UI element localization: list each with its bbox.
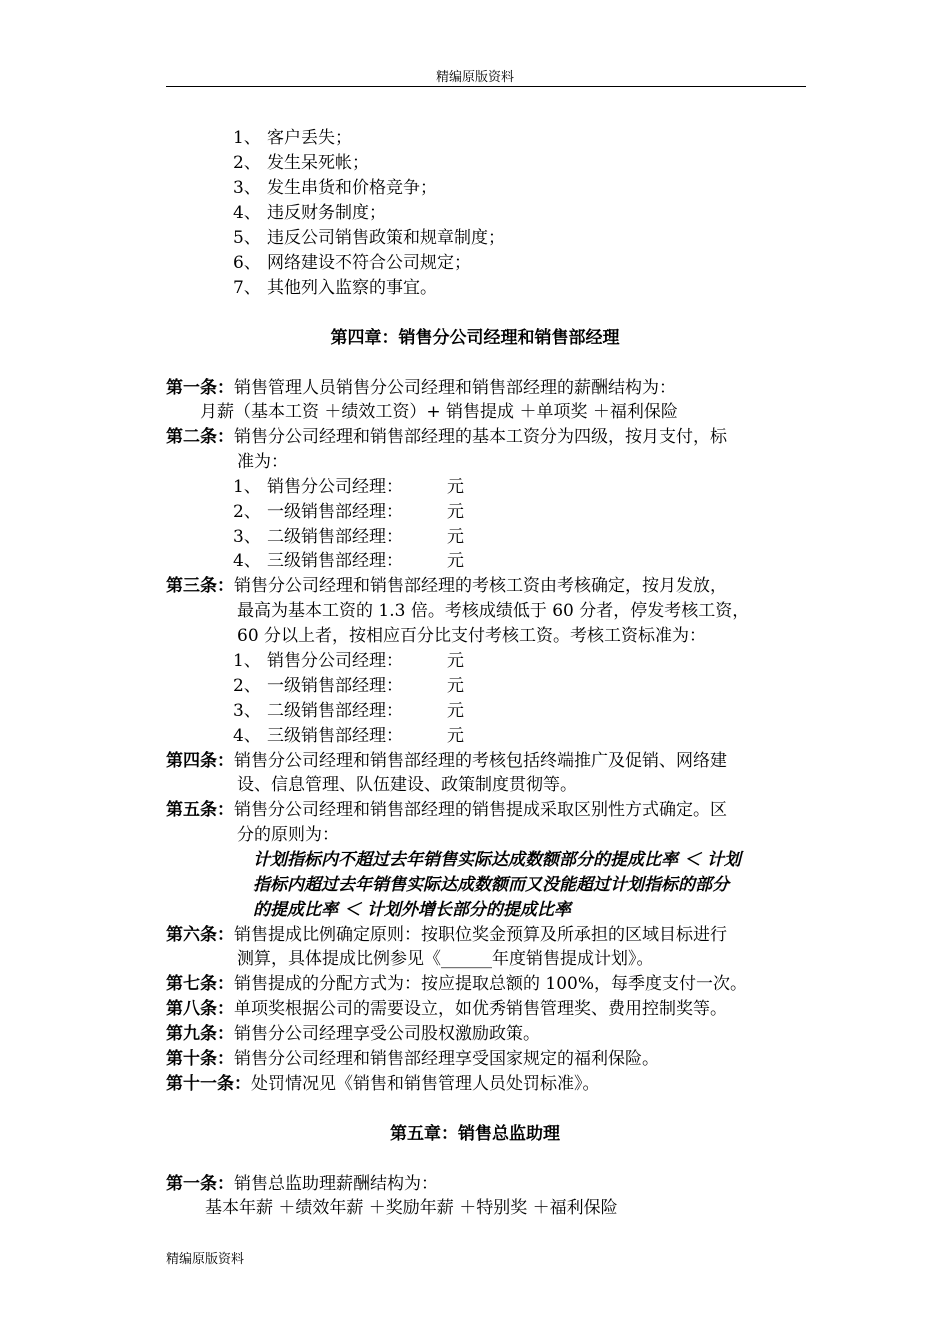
article-label: 第二条：	[166, 427, 234, 447]
list-item	[233, 675, 464, 697]
list-item	[233, 227, 505, 249]
list-text: 二级销售部经理：	[267, 527, 403, 547]
article-text: 单项奖根据公司的需要设立，如优秀销售管理奖、费用控制奖等。	[234, 999, 727, 1019]
chapter-4-title: 第四章：销售分公司经理和销售部经理	[330, 328, 620, 348]
article-text-continued: 准为：	[237, 452, 288, 472]
list-text: 二级销售部经理：	[267, 701, 403, 721]
article-text: 销售分公司经理和销售部经理的基本工资分为四级，按月支付，标	[234, 427, 727, 447]
list-item	[233, 526, 464, 548]
article-text: 销售分公司经理和销售部经理的考核包括终端推广及促销、网络建	[234, 751, 727, 771]
article-text: 销售分公司经理和销售部经理的考核工资由考核确定，按月发放，	[234, 576, 727, 596]
unit-label: 元	[447, 551, 464, 571]
list-text: 违反财务制度；	[267, 203, 386, 223]
list-item	[233, 252, 471, 274]
list-number: 4、	[233, 551, 261, 571]
unit-label: 元	[447, 502, 464, 522]
article-text-continued: 分的原则为：	[237, 825, 339, 845]
list-text: 网络建设不符合公司规定；	[267, 253, 471, 273]
article-label: 第八条：	[166, 999, 234, 1019]
list-item	[233, 277, 437, 299]
list-text: 销售分公司经理：	[267, 477, 403, 497]
salary-formula: 月薪（基本工资 ＋绩效工资）+ 销售提成 ＋单项奖 ＋福利保险	[200, 402, 678, 422]
list-number: 4、	[233, 726, 261, 746]
chapter-5-title: 第五章：销售总监助理	[390, 1124, 560, 1144]
list-number: 1、	[233, 128, 261, 148]
list-item	[233, 700, 464, 722]
unit-label: 元	[447, 701, 464, 721]
article-text: 销售总监助理薪酬结构为：	[234, 1174, 438, 1194]
unit-label: 元	[447, 651, 464, 671]
list-item	[233, 650, 464, 672]
salary-formula: 基本年薪 ＋绩效年薪 ＋奖励年薪 ＋特别奖 ＋福利保险	[205, 1198, 618, 1218]
article-text-continued: 设、信息管理、队伍建设、政策制度贯彻等。	[237, 775, 577, 795]
list-text: 一级销售部经理：	[267, 502, 403, 522]
article-6	[166, 924, 727, 946]
list-number: 2、	[233, 502, 261, 522]
list-text: 三级销售部经理：	[267, 726, 403, 746]
article-7	[166, 973, 747, 995]
article-label: 第七条：	[166, 974, 234, 994]
article-text: 销售分公司经理和销售部经理的销售提成采取区别性方式确定。区	[234, 800, 727, 820]
article-text: 销售分公司经理和销售部经理享受国家规定的福利保险。	[234, 1049, 659, 1069]
article-text: 处罚情况见《销售和销售管理人员处罚标准》。	[251, 1074, 600, 1094]
commission-rule: 计划指标内不超过去年销售实际达成数额部分的提成比率 ＜ 计划	[253, 850, 741, 870]
article-4	[166, 750, 727, 772]
commission-rule: 的提成比率 ＜ 计划外增长部分的提成比率	[253, 900, 571, 920]
list-item	[233, 550, 464, 572]
article-text: 销售提成比例确定原则：按职位奖金预算及所承担的区域目标进行	[234, 925, 727, 945]
article-11	[166, 1073, 600, 1095]
list-text: 三级销售部经理：	[267, 551, 403, 571]
commission-rule: 指标内超过去年销售实际达成数额而又没能超过计划指标的部分	[253, 875, 729, 895]
list-number: 4、	[233, 203, 261, 223]
list-number: 7、	[233, 278, 261, 298]
list-number: 6、	[233, 253, 261, 273]
list-number: 3、	[233, 527, 261, 547]
article-9	[166, 1023, 540, 1045]
list-text: 违反公司销售政策和规章制度；	[267, 228, 505, 248]
list-item	[233, 152, 369, 174]
list-number: 1、	[233, 651, 261, 671]
unit-label: 元	[447, 676, 464, 696]
article-text: 销售分公司经理享受公司股权激励政策。	[234, 1024, 540, 1044]
article-10	[166, 1048, 659, 1070]
list-text: 发生呆死帐；	[267, 153, 369, 173]
list-item	[233, 127, 352, 149]
unit-label: 元	[447, 527, 464, 547]
list-text: 发生串货和价格竞争；	[267, 178, 437, 198]
list-number: 2、	[233, 153, 261, 173]
article-text: 销售管理人员销售分公司经理和销售部经理的薪酬结构为：	[234, 378, 676, 398]
unit-label: 元	[447, 726, 464, 746]
article-label: 第一条：	[166, 1174, 234, 1194]
list-item	[233, 202, 386, 224]
article-2	[166, 426, 727, 448]
article-label: 第九条：	[166, 1024, 234, 1044]
list-number: 1、	[233, 477, 261, 497]
list-number: 3、	[233, 178, 261, 198]
page-footer: 精编原版资料	[166, 1252, 245, 1267]
list-number: 3、	[233, 701, 261, 721]
article-1	[166, 1173, 438, 1195]
list-text: 销售分公司经理：	[267, 651, 403, 671]
list-item	[233, 177, 437, 199]
article-text-continued: 测算，具体提成比例参见《______年度销售提成计划》。	[237, 949, 654, 969]
article-label: 第五条：	[166, 800, 234, 820]
article-label: 第四条：	[166, 751, 234, 771]
article-1	[166, 377, 676, 399]
list-item	[233, 476, 464, 498]
article-label: 第十条：	[166, 1049, 234, 1069]
article-label: 第十一条：	[166, 1074, 251, 1094]
article-8	[166, 998, 727, 1020]
article-3	[166, 575, 727, 597]
list-text: 一级销售部经理：	[267, 676, 403, 696]
article-text-continued: 最高为基本工资的 1.3 倍。考核成绩低于 60 分者，停发考核工资，	[237, 601, 750, 621]
page-header: 精编原版资料	[435, 70, 514, 85]
list-number: 5、	[233, 228, 261, 248]
header-rule	[166, 86, 806, 87]
unit-label: 元	[447, 477, 464, 497]
article-text-continued: 60 分以上者，按相应百分比支付考核工资。考核工资标准为：	[237, 626, 707, 646]
article-label: 第三条：	[166, 576, 234, 596]
list-item	[233, 501, 464, 523]
list-text: 客户丢失；	[267, 128, 352, 148]
list-number: 2、	[233, 676, 261, 696]
article-5	[166, 799, 727, 821]
list-item	[233, 725, 464, 747]
article-text: 销售提成的分配方式为：按应提取总额的 100%，每季度支付一次。	[234, 974, 748, 994]
article-label: 第一条：	[166, 378, 234, 398]
list-text: 其他列入监察的事宜。	[267, 278, 437, 298]
article-label: 第六条：	[166, 925, 234, 945]
